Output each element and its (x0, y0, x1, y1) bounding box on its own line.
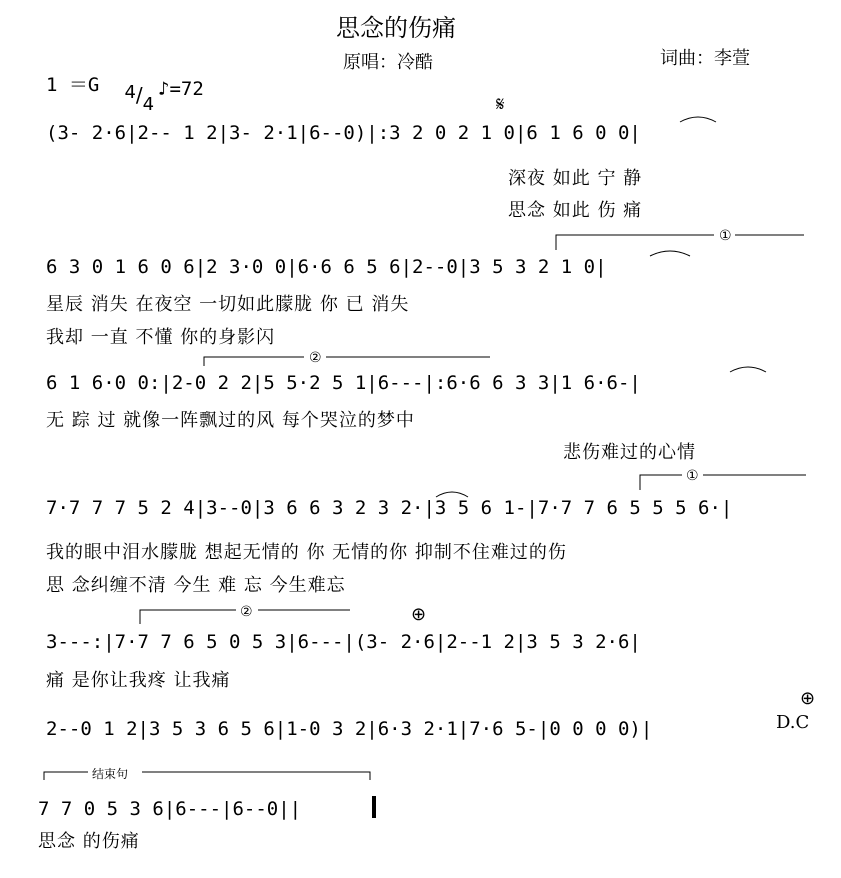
notation-line-3: 6 1 6·0 0:|2-0 2 2|5 5·2 5 1|6---|:6·6 6 3 3|1 6·6-| (46, 372, 641, 394)
time-signature-bottom: 4 (142, 94, 155, 115)
coda-icon: ⊕ (800, 688, 816, 709)
volta-bracket (640, 475, 682, 490)
ending-bracket (44, 772, 88, 780)
key-signature: 1 ＝G (46, 74, 100, 96)
volta-1-marker: ① (686, 468, 699, 484)
lyric-line-5a: 痛 是你让我疼 让我痛 (46, 670, 231, 691)
notation-line-1: (3- 2·6|2-- 1 2|3- 2·1|6--0)|:3 2 0 2 1 0|6 1 6 0 0| (46, 122, 641, 144)
tie (680, 117, 716, 122)
lyric-line-2b: 我却 一直 不懂 你的身影闪 (46, 327, 276, 348)
notation-line-2: 6 3 0 1 6 0 6|2 3·0 0|6·6 6 5 6|2--0|3 5 3 2 1 0| (46, 256, 607, 278)
lyric-line-3b: 悲伤难过的心情 (563, 442, 696, 463)
notation-line-5: 3---:|7·7 7 6 5 0 5 3|6---|(3- 2·6|2--1 2|3 5 3 2·6| (46, 631, 641, 653)
ending-bracket (142, 772, 370, 780)
volta-2-marker: ② (240, 604, 253, 620)
lyricist-composer: 词曲：李萱 (660, 48, 750, 69)
lyric-line-3a: 无 踪 过 就像一阵飘过的风 每个哭泣的梦中 (46, 410, 415, 431)
coda-icon: ⊕ (411, 604, 427, 625)
segno-icon: 𝄋 (496, 92, 505, 116)
notation-line-7: 7 7 0 5 3 6|6---|6--0|| (38, 798, 302, 820)
lyric-line-4a: 我的眼中泪水朦胧 想起无情的 你 无情的你 抑制不住难过的伤 (46, 542, 567, 563)
lyric-line-1b: 思念 如此 伤 痛 (508, 200, 643, 221)
lyric-line-4b: 思 念纠缠不清 今生 难 忘 今生难忘 (46, 575, 346, 596)
time-signature: 4/4 (124, 82, 155, 115)
notation-line-6: 2--0 1 2|3 5 3 6 5 6|1-0 3 2|6·3 2·1|7·6 5-|0 0 0 0)| (46, 718, 653, 740)
ending-label: 结束句 (92, 767, 129, 781)
tie (650, 251, 690, 256)
notation-line-4: 7·7 7 7 5 2 4|3--0|3 6 6 3 2 3 2·|3 5 6 1-|7·7 7 6 5 5 5 6·| (46, 497, 733, 519)
volta-bracket (204, 357, 304, 366)
volta-bracket (556, 235, 714, 250)
volta-2-marker: ② (309, 350, 322, 366)
tempo-mark: ♪=72 (158, 78, 204, 100)
lyric-line-2a: 星辰 消失 在夜空 一切如此朦胧 你 已 消失 (46, 294, 410, 315)
tie (436, 492, 468, 497)
volta-bracket (140, 610, 236, 624)
song-title: 思念的伤痛 (336, 14, 456, 42)
tie (730, 367, 766, 372)
lyric-line-7a: 思念 的伤痛 (38, 831, 140, 852)
volta-1-marker: ① (719, 228, 732, 244)
dc-mark: D.C (776, 712, 810, 733)
time-signature-top: 4 (124, 82, 136, 103)
lyric-line-1a: 深夜 如此 宁 静 (508, 168, 643, 189)
original-singer: 原唱：冷酷 (343, 52, 433, 73)
